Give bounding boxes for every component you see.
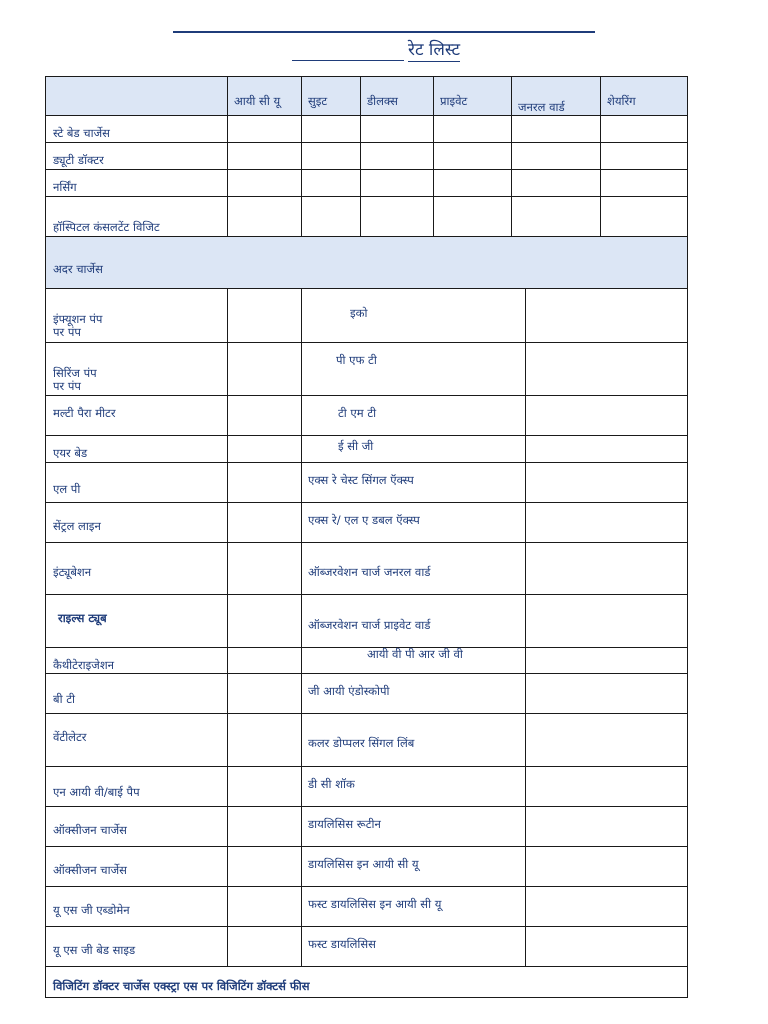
other-charges-band — [45, 236, 688, 289]
item-label-text: यू एस जी बेड साइड — [53, 943, 136, 957]
item-rate — [227, 766, 302, 807]
item-rate — [227, 435, 302, 463]
item-label — [45, 766, 228, 807]
item-rate — [525, 846, 688, 887]
item-rate — [525, 502, 688, 543]
item-rate — [227, 713, 302, 767]
header-col — [301, 76, 361, 116]
item-label — [301, 502, 526, 543]
item-label-text: ऑब्जरवेशन चार्ज प्राइवेट वार्ड — [308, 618, 431, 632]
item-label — [301, 846, 526, 887]
other-charges-label: अदर चार्जेस — [53, 262, 103, 276]
item-rate — [525, 288, 688, 343]
item-label-text: इको — [350, 306, 368, 320]
header-corner — [45, 76, 228, 116]
rate-cell — [301, 142, 361, 170]
item-label-text: राइल्स ट्यूब — [58, 611, 107, 625]
header-col-label: डीलक्स — [367, 94, 398, 108]
item-label — [45, 542, 228, 595]
rate-cell — [360, 115, 434, 143]
item-rate — [525, 435, 688, 463]
rate-cell — [433, 115, 512, 143]
item-label — [45, 886, 228, 927]
item-label — [301, 594, 526, 648]
item-label-text: डायलिसिस इन आयी सी यू — [308, 857, 419, 871]
item-label — [301, 713, 526, 767]
rate-cell — [511, 115, 601, 143]
rate-row-label — [45, 115, 228, 143]
item-rate — [525, 395, 688, 436]
rate-cell — [511, 196, 601, 237]
item-label — [301, 288, 526, 343]
rate-cell — [360, 169, 434, 197]
item-label — [301, 542, 526, 595]
rate-cell — [227, 115, 302, 143]
item-label-text: ऑब्जरवेशन चार्ज जनरल वार्ड — [308, 565, 431, 579]
item-rate — [227, 846, 302, 887]
item-rate — [227, 542, 302, 595]
rate-cell — [511, 142, 601, 170]
header-col-label: प्राइवेट — [440, 94, 468, 108]
item-label-text: वेंटीलेटर — [53, 730, 87, 744]
item-label — [301, 673, 526, 714]
rate-cell — [227, 169, 302, 197]
item-label-text: फस्ट डायलिसिस इन आयी सी यू — [308, 897, 442, 911]
item-label — [45, 462, 228, 503]
item-rate — [227, 673, 302, 714]
item-label-text: मल्टी पैरा मीटर — [53, 406, 116, 420]
item-label — [45, 395, 228, 436]
item-label — [301, 766, 526, 807]
item-label — [301, 435, 526, 463]
rate-cell — [600, 169, 688, 197]
item-label-text: कैथीटेराइजेशन — [53, 658, 115, 672]
item-label-text: डायलिसिस रूटीन — [308, 817, 381, 831]
rate-row-text: स्टे बेड चार्जेस — [53, 126, 110, 140]
item-label-text: सिरिंज पंप पर पंप — [53, 366, 97, 393]
item-rate — [227, 342, 302, 396]
item-label-text: एन आयी वी/बाई पैप — [53, 785, 140, 799]
rate-cell — [600, 142, 688, 170]
item-label-text: एक्स रे/ एल ए डबल ऍक्स्प — [308, 513, 420, 527]
item-label-text: इंट्यूबेशन — [53, 565, 92, 579]
item-label — [301, 886, 526, 927]
item-label — [45, 435, 228, 463]
item-label-text: इंफ्यूशन पंप पर पंप — [53, 312, 103, 339]
item-label — [45, 926, 228, 967]
header-col-label: सुइट — [308, 94, 328, 108]
header-col — [600, 76, 688, 116]
item-label-text: पी एफ टी — [336, 353, 377, 367]
page-title: रेट लिस्ट — [408, 40, 461, 60]
rate-row-label — [45, 169, 228, 197]
top-rule — [173, 31, 595, 33]
rate-cell — [433, 196, 512, 237]
item-label-text: कलर डोप्पलर सिंगल लिंब — [308, 736, 415, 750]
footer-note-row — [45, 966, 688, 998]
rate-cell — [433, 169, 512, 197]
header-col — [227, 76, 302, 116]
item-rate — [525, 673, 688, 714]
item-rate — [227, 886, 302, 927]
header-col — [360, 76, 434, 116]
header-col-label: जनरल वार्ड — [518, 100, 565, 114]
item-label — [301, 806, 526, 847]
item-label — [45, 594, 228, 648]
header-col — [511, 76, 601, 116]
item-rate — [227, 288, 302, 343]
rate-cell — [301, 169, 361, 197]
rate-row-label — [45, 196, 228, 237]
item-label-text: एक्स रे चेस्ट सिंगल ऍक्स्प — [308, 473, 414, 487]
item-label-text: टी एम टी — [338, 406, 377, 420]
item-rate — [525, 542, 688, 595]
item-label — [45, 647, 228, 674]
rate-cell — [600, 115, 688, 143]
item-label-text: एल पी — [53, 482, 81, 496]
item-label-text: बी टी — [53, 692, 75, 706]
item-label-text: एयर बेड — [53, 446, 88, 460]
item-label — [301, 395, 526, 436]
item-rate — [525, 342, 688, 396]
item-rate — [227, 806, 302, 847]
item-rate — [227, 647, 302, 674]
item-rate — [525, 766, 688, 807]
header-col-label: शेयरिंग — [607, 94, 636, 108]
item-label-text: ई सी जी — [338, 439, 374, 453]
header-col — [433, 76, 512, 116]
hospital-name-blank — [292, 60, 404, 61]
item-label — [45, 713, 228, 767]
item-label — [301, 342, 526, 396]
item-rate — [525, 462, 688, 503]
rate-cell — [227, 196, 302, 237]
rate-row-text: हॉस्पिटल कंसलटेंट विजिट — [53, 220, 160, 234]
item-label-text: सेंट्रल लाइन — [53, 519, 101, 533]
item-label — [45, 806, 228, 847]
item-label — [301, 647, 526, 674]
item-label — [301, 462, 526, 503]
rate-row-text: ड्यूटी डॉक्टर — [53, 153, 104, 167]
item-rate — [227, 395, 302, 436]
item-rate — [227, 594, 302, 648]
item-label-text: ऑक्सीजन चार्जेस — [53, 823, 127, 837]
item-label — [45, 846, 228, 887]
item-rate — [525, 647, 688, 674]
rate-cell — [433, 142, 512, 170]
item-rate — [525, 926, 688, 967]
item-label-text: फस्ट डायलिसिस — [308, 937, 376, 951]
footer-note: विजिटिंग डॉक्टर चार्जेस एक्स्ट्रा एस पर विजिटिंग डॉक्टर्स फीस — [53, 979, 310, 993]
item-rate — [525, 806, 688, 847]
rate-cell — [227, 142, 302, 170]
rate-cell — [301, 196, 361, 237]
rate-cell — [511, 169, 601, 197]
item-rate — [227, 502, 302, 543]
header-col-label: आयी सी यू — [234, 94, 281, 108]
rate-cell — [360, 142, 434, 170]
item-rate — [525, 713, 688, 767]
item-label — [45, 288, 228, 343]
rate-cell — [360, 196, 434, 237]
item-rate — [227, 926, 302, 967]
item-label — [301, 926, 526, 967]
item-rate — [227, 462, 302, 503]
item-label — [45, 342, 228, 396]
item-label-text: आयी वी पी आर जी वी — [367, 647, 463, 661]
item-label-text: जी आयी एंडोस्कोपी — [308, 684, 390, 698]
rate-row-label — [45, 142, 228, 170]
item-label — [45, 502, 228, 543]
item-label-text: यू एस जी एब्डोमेन — [53, 903, 130, 917]
rate-row-text: नर्सिंग — [53, 180, 77, 194]
item-label-text: डी सी शॉक — [308, 777, 355, 791]
item-label — [45, 673, 228, 714]
item-rate — [525, 886, 688, 927]
rate-cell — [301, 115, 361, 143]
item-rate — [525, 594, 688, 648]
item-label-text: ऑक्सीजन चार्जेस — [53, 863, 127, 877]
rate-cell — [600, 196, 688, 237]
